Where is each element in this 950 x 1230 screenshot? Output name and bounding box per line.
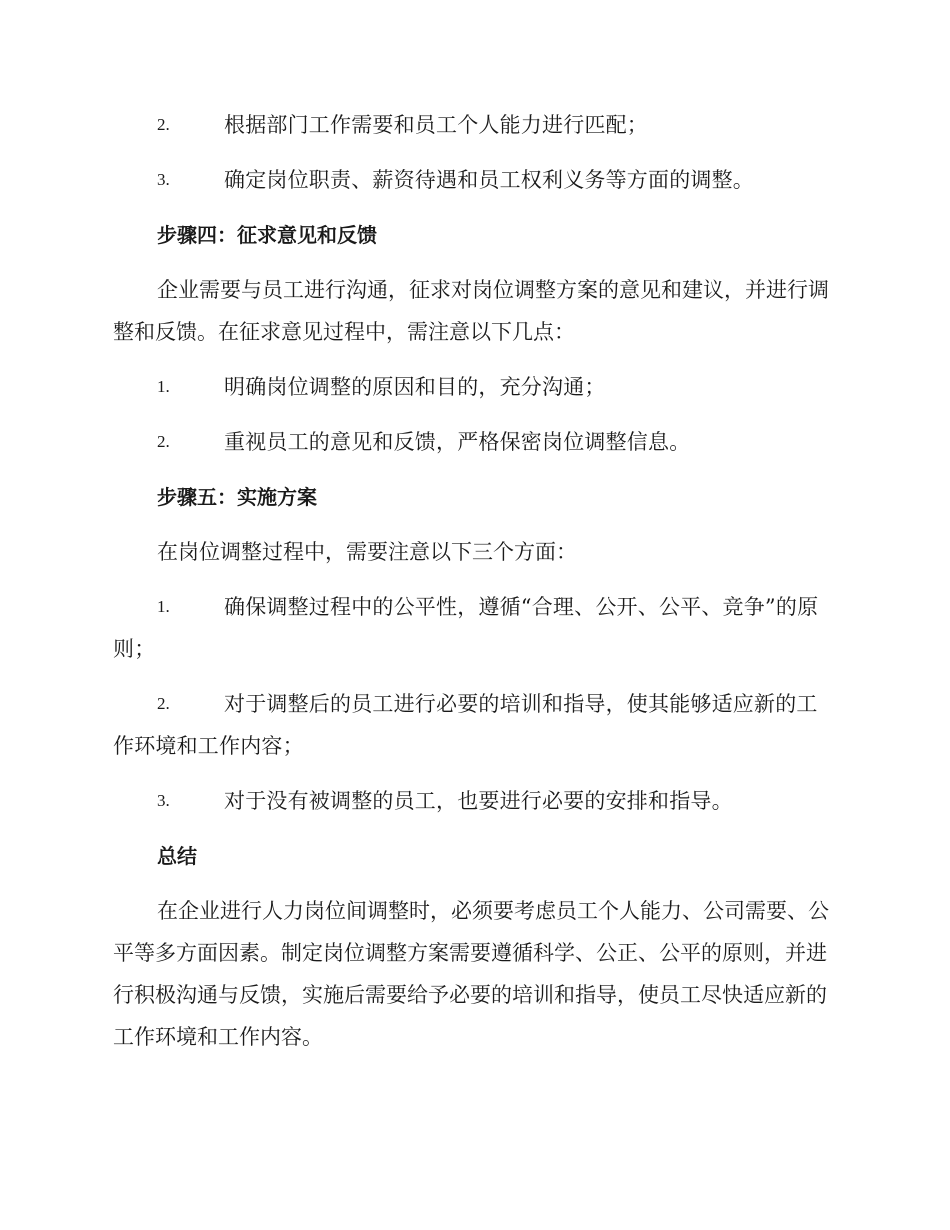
list-item bbox=[113, 104, 835, 146]
list-item bbox=[113, 366, 835, 408]
section-heading: 总结 bbox=[157, 844, 197, 868]
document-page bbox=[113, 104, 835, 1071]
section-heading: 步骤五：实施方案 bbox=[157, 485, 317, 509]
list-item bbox=[113, 780, 835, 822]
list-text: 对于调整后的员工进行必要的培训和指导，使其能够适应新的工作环境和工作内容； bbox=[113, 692, 818, 758]
paragraph: 企业需要与员工进行沟通，征求对岗位调整方案的意见和建议，并进行调整和反馈。在征求意见过程中，需注意以下几点： bbox=[113, 278, 829, 344]
section-heading: 步骤四：征求意见和反馈 bbox=[157, 223, 377, 247]
list-item bbox=[113, 421, 835, 463]
list-item bbox=[113, 586, 835, 670]
list-text: 明确岗位调整的原因和目的，充分沟通； bbox=[224, 375, 606, 399]
paragraph: 在岗位调整过程中，需要注意以下三个方面： bbox=[157, 540, 577, 564]
list-text: 重视员工的意见和反馈，严格保密岗位调整信息。 bbox=[224, 430, 691, 454]
list-number: 2. bbox=[157, 432, 170, 451]
list-text: 确保调整过程中的公平性，遵循“合理、公开、公平、竞争”的原则； bbox=[113, 595, 819, 661]
list-item bbox=[113, 159, 835, 201]
list-number: 3. bbox=[157, 791, 170, 810]
list-number: 2. bbox=[157, 115, 170, 134]
list-text: 根据部门工作需要和员工个人能力进行匹配； bbox=[224, 113, 648, 137]
list-number: 2. bbox=[157, 694, 170, 713]
list-number: 1. bbox=[157, 597, 170, 616]
list-item bbox=[113, 683, 835, 767]
list-text: 确定岗位职责、薪资待遇和员工权利义务等方面的调整。 bbox=[224, 168, 754, 192]
list-number: 3. bbox=[157, 170, 170, 189]
list-number: 1. bbox=[157, 377, 170, 396]
paragraph: 在企业进行人力岗位间调整时，必须要考虑员工个人能力、公司需要、公平等多方面因素。制定岗位调整方案需要遵循科学、公正、公平的原则，并进行积极沟通与反馈，实施后需要给予必要的培训和指导，使员工尽快适应新的工作环境和工作内容。 bbox=[113, 899, 829, 1049]
list-text: 对于没有被调整的员工，也要进行必要的安排和指导。 bbox=[224, 789, 733, 813]
